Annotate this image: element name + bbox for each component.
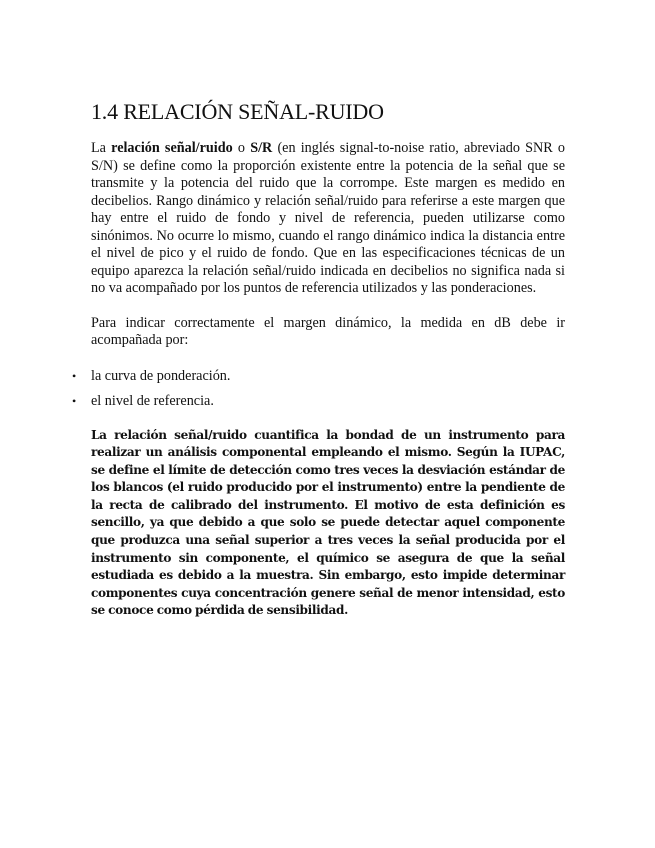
bold-paragraph: La relación señal/ruido cuantifica la bondad de un instrumento para realizar un análisis componental empleando el mismo. Según la IUPAC, se define el límite de detección como tres veces la desviación estándar de los blancos (el ruido producido por el instrumento) entre la pendiente de la recta de calibrado del instrumento. El motivo de esta definición es sencillo, ya que debido a que solo se puede detectar aquel componente que produzca una señal superior a tres veces la señal producida por el instrumento sin componente, el químico se asegura de que la señal estudiada es debido a la muestra. Sin embargo, esto impide determinar componentes cuya concentración genere señal de menor intensidad, esto se conoce como pérdida de sensibilidad. [91, 427, 565, 618]
intro-text-3: (en inglés signal-to-noise ratio, abreviado SNR o S/N) se define como la proporción existente entre la potencia de la señal que se transmite y la potencia del ruido que la corrompe. Este margen es medido en decibelios. Rango dinámico y relación señal/ruido para referirse a este margen que hay entre el ruido de fondo y nivel de referencia, pueden utilizarse como sinónimos. No ocurre lo mismo, cuando el rango dinámico indica la distancia entre el nivel de pico y el ruido de fondo. Que en las especificaciones técnicas de un equipo aparezca la relación señal/ruido indicada en decibelios no significa nada si no va acompañado por los puntos de referencia utilizados y las ponderaciones. [91, 140, 566, 296]
bullet-icon: • [72, 368, 77, 383]
bullet-icon: • [72, 394, 77, 408]
term-sr-bold: S/R [250, 140, 273, 156]
margin-paragraph: Para indicar correctamente el margen dinámico, la medida en dB debe ir acompañada por: [91, 314, 565, 348]
document-page [72, 98, 566, 620]
term-snr-bold: relación señal/ruido [111, 140, 233, 156]
list-item-text: el nivel de referencia. [91, 393, 214, 409]
intro-text-2: o [232, 140, 251, 156]
intro-text-1: La [91, 140, 112, 156]
section-heading: 1.4 RELACIÓN SEÑAL-RUIDO [91, 99, 384, 124]
list-item-text: la curva de ponderación. [91, 367, 231, 384]
requirements-list [72, 367, 565, 411]
list-item [72, 367, 565, 386]
intro-paragraph [91, 140, 565, 298]
list-item [72, 393, 565, 411]
